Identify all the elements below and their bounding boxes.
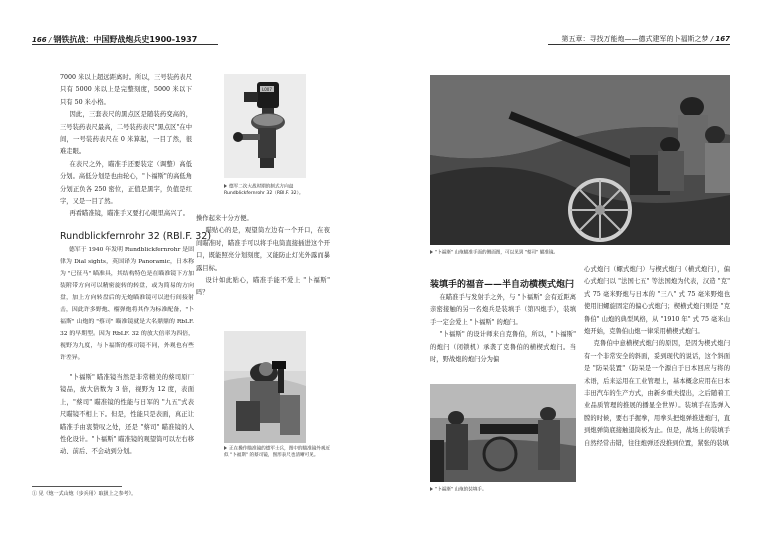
paragraph: 在瞄准手与发射手之外，与 "卜福斯" 会有近距离亲密接触的另一名炮兵是装填手（第四炮手），装填手一定会爱上 "卜福斯" 的炮闩。	[430, 294, 576, 326]
paragraph: 德军于 1940 年发明 Rundblickfernrohr 是固律为 Dial sights，英国译为 Panoramic，日本称为 "已征马" 瞄准具，其结构特色是在瞄准镜下方加装附带方向可以精密旋转的转盘，或为简易的方向盘，加上方向转盘后的无炮瞄准镜可以进行间接射击，因此许多野炮、榴弹炮将其作为标准配备，"卜福斯" 山炮的 "蔡司" 瞄准镜就是大名鼎鼎的 RbLF. 32 的早期型。因为 RbLF. 32 的放大倍率为四倍，视野为九度，与卜福斯的蔡司镜不同，外观也有些许差异。	[60, 247, 194, 361]
photo-mountain-gun-crew	[430, 75, 730, 245]
photo-panoramic-sight	[224, 74, 306, 178]
caption-marker-icon	[224, 184, 227, 188]
right-column-text	[584, 264, 730, 450]
caption-marker-icon	[430, 250, 433, 254]
figure3-caption: "卜福斯" 山炮瞄准手面的侧面图，可以见到 "蔡司" 瞄准镜。	[430, 250, 730, 257]
header-rule-right	[548, 44, 730, 45]
paragraph: 心式炮闩（螺式炮闩）与楔式炮闩（横式炮闩），偏心式炮闩以 "法国七五" 等法国炮为代表，汉造 "克" 式 75 毫米野炮与日本的 "三八" 式 75 毫米野炮也使用旧螺旋固定的偏心式炮闩；楔横式炮闩则是 "克鲁伯" 山炮的典型风格，从 "1910 年" 式 75 毫米山炮开始，克鲁伯山炮一律采用横楔式炮闩。	[584, 266, 730, 336]
left-bottom-text	[60, 372, 194, 459]
page-header-right: 第五章：寻找万能炮——德式建军的卜福斯之梦 / 167	[561, 35, 730, 43]
right-page-number: 167	[715, 35, 730, 43]
section-title-rblf32: Rundblickfernrohr 32 (RBl.F. 32)	[60, 231, 212, 242]
left-top-text	[60, 72, 192, 221]
paragraph: 克鲁伯中意横楔式炮闩的原因，是因为楔式炮闩有一个非常安全的斜面，妥到现代的说话，这个斜面是 "防呆装置"（防呆是一个源自于日本回应与将的术语，后来运用在工业管理上，基本概念应用在日本丰田汽车的生产方式，由新乡重夫提出，之后随着工业品质管理的推展的播显全世界）。装填手在选弹入膛的时候，要右手握拳，用拳头把炮弹推进炮闩，直到炮弹筒底接触退筒板为止。但是，战场上的装填手自然经常击错，往往炮弹还没推到位置，紧张的装填	[584, 340, 730, 447]
footnote-rule	[32, 486, 122, 487]
paragraph: 操作起来十分方便。	[196, 215, 253, 222]
figure4-caption: "卜福斯" 山炮的装填手。	[430, 487, 576, 494]
header-rule-left	[32, 44, 218, 45]
footnote: ① 见《炮一式山炮（步兵用）取扱上之参考》。	[32, 491, 137, 497]
left-page-number: 166	[32, 36, 47, 44]
photo-gun-loader	[430, 384, 576, 482]
paragraph: 因此，三套表尺的黑点区是随装药变高的，三号装药表尺最高，二号装药表尺"黑点区"在中间，一号装药表尺在 0 米算起，一目了然，很难走眼。	[60, 111, 192, 156]
paragraph: "卜福斯" 的设计师来自克鲁伯，所以，"卜福斯" 的炮闩（闭锁机）承袭了克鲁伯的横楔式炮闩。当时，野战炮的炮闩分为偏	[430, 331, 576, 364]
section-title-breech: 装填手的福音——半自动横楔式炮闩	[430, 280, 575, 290]
caption-marker-icon	[224, 446, 227, 450]
paragraph: 设计如此贴心，瞄准手能不爱上 "卜福斯" 吗？	[196, 277, 330, 297]
photo-soldier-operating-sight	[224, 331, 306, 443]
middle-bottom-text	[430, 292, 576, 366]
rblf32-sidebar-text	[60, 244, 194, 364]
paragraph: 瞄贴心的是，观望筒左边有一个开口，在夜间瞄准时，瞄准手可以将手电筒直接插进这个开口，既能照亮分划刻度，又能防止灯光外露而暴露目标。	[196, 227, 330, 272]
caption-marker-icon	[430, 487, 433, 491]
middle-top-text	[196, 213, 330, 300]
paragraph: 再看瞄准镜，瞄准手又要打心眼里高兴了。	[69, 210, 190, 218]
book-title: 钢铁抗战：中国野战炮兵史1900-1937	[53, 35, 198, 44]
page-header-left: 166 / 钢铁抗战：中国野战炮兵史1900-1937	[32, 35, 198, 44]
chapter-title: 第五章：寻找万能炮——德式建军的卜福斯之梦	[561, 35, 709, 43]
paragraph: 在表尺之外，瞄准手还要装定（调整）高低分划。高低分划是也由轮心，"卜福斯"的高低角分划正负各 250 密位，正值是黑字，负值是红字，又是一目了然。	[60, 160, 192, 206]
figure2-caption: 正在操作瞄准镜的德军士兵，图中的瞄准镜外观近似 "卜福斯" 的蔡司镜，图形表尺也清晰可见。	[224, 446, 331, 458]
svg-text:L007: L007	[262, 87, 272, 92]
figure1-caption: 德军二次大战时期的制式方向盘Rundblickfernrohr 32（RBl.F. 32）。	[224, 184, 304, 196]
paragraph: "卜福斯" 瞄准镜当然是非常精美的蔡司原厂镜品，放大倍数为 3 倍，视野为 12 度，表面上，"蔡司" 瞄准镜的性能与日军的 "九五"式表尺瞄镜不相上下。但是，性能只是表面，真正让瞄准手由衷赞叹之处，还是 "蔡司" 瞄准镜的人性化设计。"卜福斯" 瞄准镜的观望筒可以左右移动、前后、不会动到分划。	[60, 374, 194, 456]
paragraph: 7000 米以上超远距离时。所以，三号装药表尺只有 5000 米以上是完整刻度，5000 米以下只有 50 米小格。	[60, 74, 192, 106]
